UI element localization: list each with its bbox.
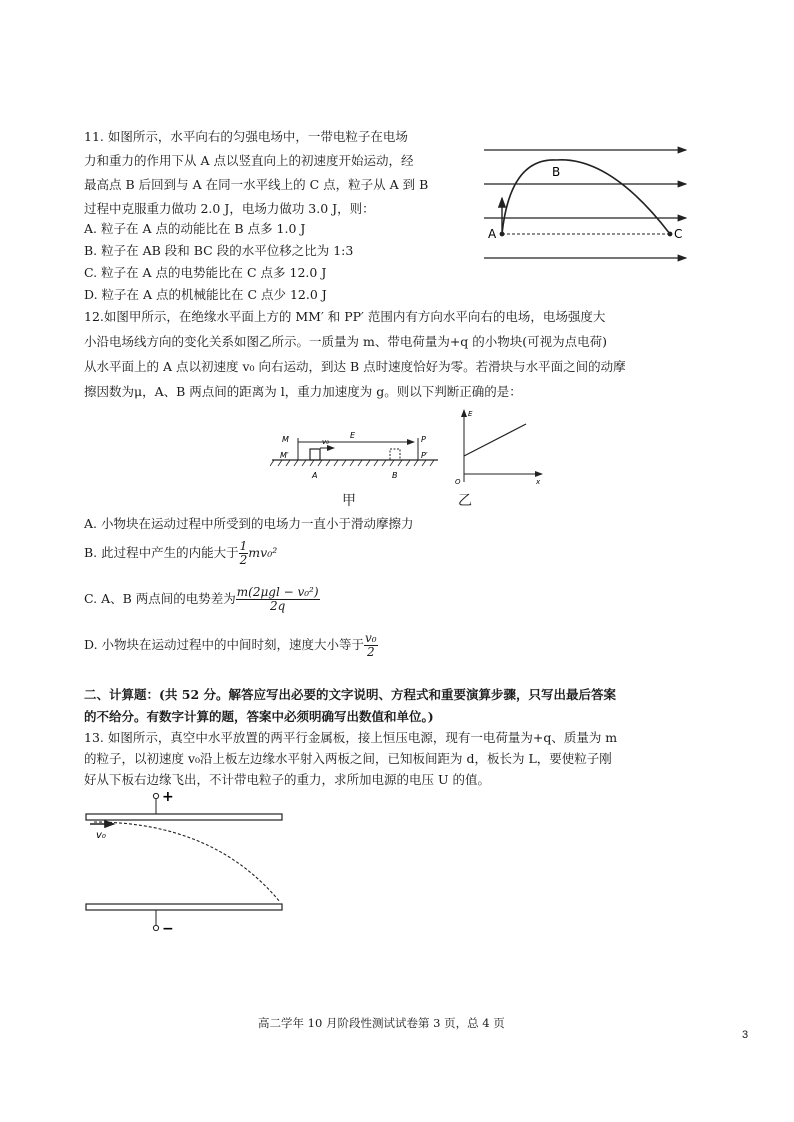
q12-option-b <box>84 538 277 568</box>
label-v0: v₀ <box>96 830 106 841</box>
option-b-denominator: 2 <box>239 553 248 567</box>
q12-line-3: 从水平面上的 A 点以初速度 v₀ 向右运动，到达 B 点时速度恰好为零。若滑块与水平面之间的动摩 <box>84 359 626 374</box>
q12-option-c <box>84 584 320 614</box>
option-b-text: B. 此过程中产生的内能大于 <box>84 545 239 560</box>
plus-sign: + <box>162 789 174 805</box>
page-number: 3 <box>742 1029 749 1041</box>
label-b: B <box>392 471 398 480</box>
point-a <box>500 232 505 237</box>
e-x-line <box>464 424 526 456</box>
q12-line-4: 擦因数为μ，A、B 两点间的距离为 l，重力加速度为 g。则以下判断正确的是： <box>84 384 522 399</box>
label-v0: v₀ <box>322 438 329 446</box>
label-p-prime: P′ <box>421 451 428 460</box>
lower-plate <box>86 904 282 910</box>
option-d-numerator: v₀ <box>365 631 377 645</box>
q11-line-2: 力和重力的作用下从 A 点以竖直向上的初速度开始运动，经 <box>84 153 414 168</box>
q12-line-2: 小沿电场线方向的变化关系如图乙所示。一质量为 m、带电荷量为+q 的小物块(可视为点电荷) <box>84 334 608 349</box>
q11-option-b: B. 粒子在 AB 段和 BC 段的水平位移之比为 1:3 <box>84 243 354 258</box>
label-p: P <box>421 435 426 444</box>
label-e-axis: E <box>468 410 473 418</box>
q12-option-a: A. 小物块在运动过程中所受到的电场力一直小于滑动摩擦力 <box>84 516 414 531</box>
label-a: A <box>312 471 318 480</box>
section2-heading-2: 的不给分。有数字计算的题，答案中必须明确写出数值和单位。) <box>84 709 434 724</box>
trajectory-curve <box>502 160 670 234</box>
particle-trajectory <box>94 822 280 902</box>
upper-plate <box>86 814 282 820</box>
label-e: E <box>350 431 356 440</box>
q13-plates-figure <box>84 778 294 946</box>
q11-option-a: A. 粒子在 A 点的动能比在 B 点多 1.0 J <box>84 221 306 236</box>
q11-option-d: D. 粒子在 A 点的机械能比在 C 点少 12.0 J <box>84 287 327 302</box>
q13-line-2: 的粒子，以初速度 v₀沿上板左边缘水平射入两板之间，已知板间距为 d，板长为 L，要使粒子刚 <box>84 751 612 766</box>
option-d-denominator: 2 <box>367 645 375 659</box>
label-x-axis: x <box>536 478 541 486</box>
ground-hatch <box>270 460 434 466</box>
q12-figure-jia <box>270 418 440 486</box>
minus-sign: − <box>162 921 174 937</box>
point-c <box>668 232 673 237</box>
label-a: A <box>488 227 497 241</box>
block-at-b <box>390 449 400 460</box>
option-c-text: C. A、B 两点间的电势差为 <box>84 591 236 606</box>
label-origin: O <box>455 478 461 486</box>
footer-text: 高二学年 10 月阶段性测试试卷第 3 页，总 4 页 <box>258 1016 505 1030</box>
option-c-fraction <box>236 586 320 613</box>
option-d-text: D. 小物块在运动过程中的中间时刻，速度大小等于 <box>84 637 365 652</box>
option-c-denominator: 2q <box>269 599 286 613</box>
block-at-a <box>310 449 320 460</box>
positive-terminal <box>153 793 158 798</box>
q11-line-1: 11. 如图所示，水平向右的匀强电场中，一带电粒子在电场 <box>84 129 408 144</box>
q12-option-d <box>84 630 378 660</box>
q13-line-1: 13. 如图所示，真空中水平放置的两平行金属板，接上恒压电源，现有一电荷量为+q、质量为 m <box>84 730 618 745</box>
q11-line-3: 最高点 B 后回到与 A 在同一水平线上的 C 点，粒子从 A 到 B <box>84 177 429 192</box>
q11-option-c: C. 粒子在 A 点的电势能比在 C 点多 12.0 J <box>84 265 327 280</box>
option-b-fraction <box>239 540 249 567</box>
option-c-numerator: m(2μgl − v₀²) <box>236 585 319 599</box>
label-m-prime: M′ <box>280 451 289 460</box>
label-m: M <box>282 435 289 444</box>
q13-line-3: 好从下板右边缘飞出，不计带电粒子的重力，求所加电源的电压 U 的值。 <box>84 772 490 787</box>
section2-heading-1: 二、计算题：(共 52 分。解答应写出必要的文字说明、方程式和重要演算步骤，只写出最后答案 <box>84 687 617 702</box>
negative-terminal <box>153 925 158 930</box>
option-b-tail: mv₀² <box>248 545 278 560</box>
q11-field-figure <box>480 138 694 266</box>
q12-figure-yi <box>454 404 546 488</box>
figure-jia-caption: 甲 <box>342 493 356 509</box>
option-b-numerator: 1 <box>239 539 248 553</box>
figure-yi-caption: 乙 <box>458 493 472 509</box>
q12-line-1: 12.如图甲所示，在绝缘水平面上方的 MM′ 和 PP′ 范围内有方向水平向右的电场，电场强度大 <box>84 309 606 324</box>
label-c: C <box>674 227 683 241</box>
q11-line-4: 过程中克服重力做功 2.0 J，电场力做功 3.0 J，则： <box>84 201 375 216</box>
option-d-fraction <box>364 632 378 659</box>
label-b: B <box>552 165 561 179</box>
